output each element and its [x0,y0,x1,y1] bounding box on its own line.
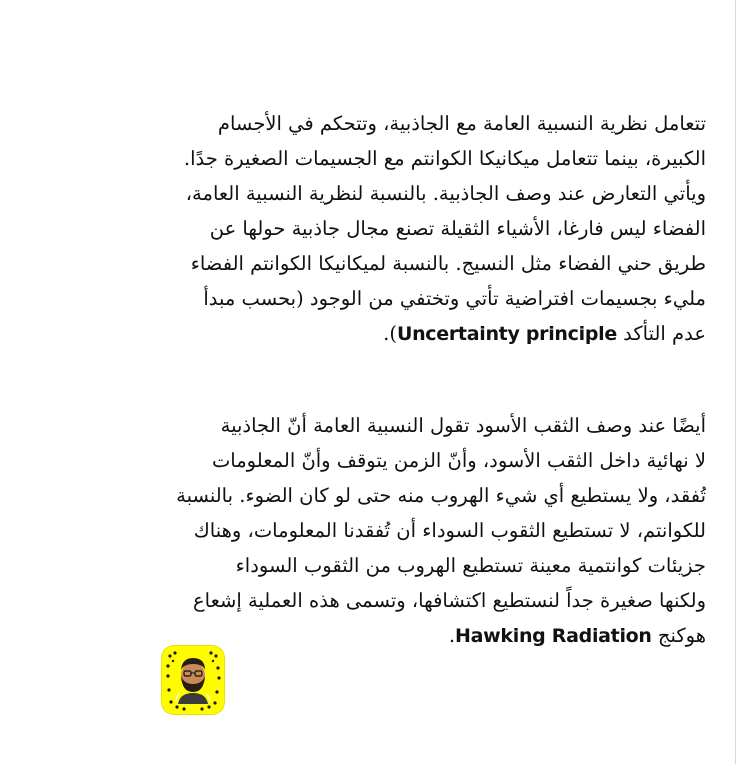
text-line: ويأتي التعارض عند وصف الجاذبية. بالنسبة لنظرية النسبية العامة، [185,182,706,205]
closing-punctuation: . [448,624,456,647]
english-term-uncertainty-principle: Uncertainty principle [396,323,617,345]
text-line: لا نهائية داخل الثقب الأسود، وأنّ الزمن يتوقف وأنّ المعلومات [211,449,706,472]
closing-punctuation: ). [383,322,397,345]
arabic-term: هوكنج [657,624,706,647]
text-line: تُفقد، ولا يستطيع أي شيء الهروب منه حتى لو كان الضوء. بالنسبة [176,484,706,507]
arabic-term: عدم التأكد [623,322,706,345]
text-line: أيضًا عند وصف الثقب الأسود تقول النسبية العامة أنّ الجاذبية [220,414,706,437]
page-edge-divider [735,0,736,764]
text-line: طريق حني الفضاء مثل النسيج. بالنسبة لميكانيكا الكوانتم الفضاء [190,252,706,275]
english-term-hawking-radiation: Hawking Radiation [455,625,652,647]
text-line: تتعامل نظرية النسبية العامة مع الجاذبية، وتتحكم في الأجسام [217,112,706,135]
text-line: الفضاء ليس فارغا، الأشياء الثقيلة تصنع مجال جاذبية حولها عن [209,217,706,240]
bitmoji-avatar-icon [162,646,224,714]
text-line: الكبيرة، بينما تتعامل ميكانيكا الكوانتم مع الجسيمات الصغيرة جدًا. [183,147,706,170]
snapcode-icon [162,646,224,714]
text-line: مليء بجسيمات افتراضية تأتي وتختفي من الوجود (بحسب مبدأ [203,287,706,310]
paragraph-black-holes [92,408,706,653]
text-line: للكوانتم، لا تستطيع الثقوب السوداء أن تُفقدنا المعلومات، وهناك [193,519,706,542]
text-line: جزيئات كوانتمية معينة تستطيع الهروب من الثقوب السوداء [235,554,706,577]
text-line: ولكنها صغيرة جداً لنستطيع اكتشافها، وتسمى هذه العملية إشعاع [193,589,706,612]
paragraph-relativity-vs-quantum [92,106,706,351]
text-line-last [92,316,706,351]
